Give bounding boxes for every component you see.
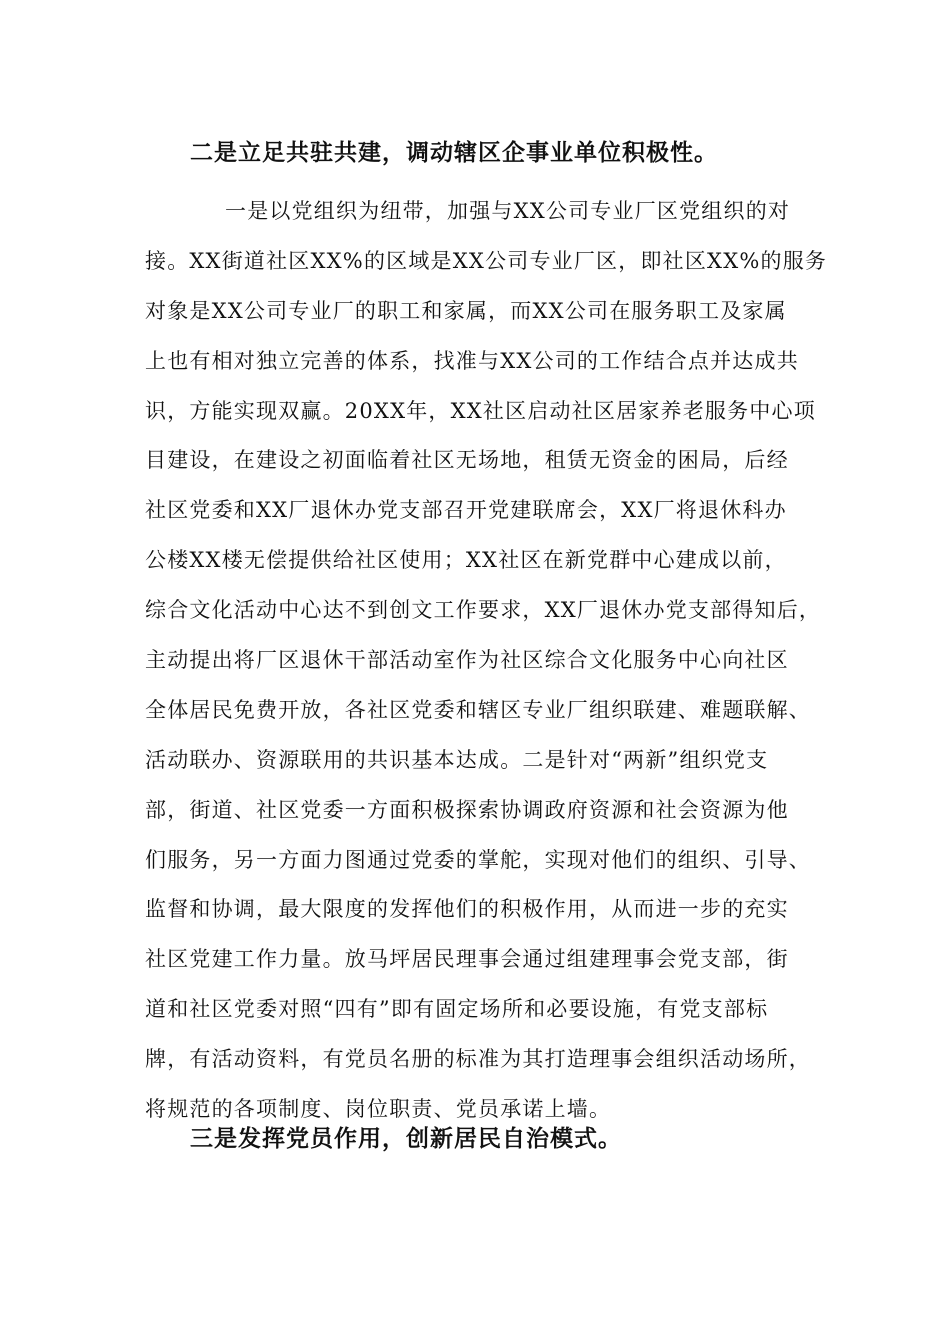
section-heading-3: 三是发挥党员作用，创新居民自治模式。 (190, 1126, 622, 1152)
paragraph-line: 社区党建工作力量。放马坪居民理事会通过组建理事会党支部，街 (145, 947, 789, 972)
paragraph-line: 牌，有活动资料，有党员名册的标准为其打造理事会组织活动场所， (145, 1047, 811, 1072)
paragraph-line: 部，街道、社区党委一方面积极探索协调政府资源和社会资源为他 (145, 797, 789, 822)
paragraph-line: 们服务，另一方面力图通过党委的掌舵，实现对他们的组织、引导、 (145, 847, 811, 872)
paragraph-line: 将规范的各项制度、岗位职责、党员承诺上墙。 (145, 1097, 612, 1122)
paragraph-line: 社区党委和XX厂退休办党支部召开党建联席会，XX厂将退休科办 (145, 498, 787, 523)
paragraph-line: 上也有相对独立完善的体系，找准与XX公司的工作结合点并达成共 (145, 348, 799, 373)
paragraph-line: 目建设，在建设之初面临着社区无场地，租赁无资金的困局，后经 (145, 448, 789, 473)
paragraph-line: 主动提出将厂区退休干部活动室作为社区综合文化服务中心向社区 (145, 648, 789, 673)
body-paragraph (145, 187, 828, 1135)
paragraph-line: 识，方能实现双赢。20XX年，XX社区启动社区居家养老服务中心项 (145, 398, 816, 423)
paragraph-line: 接。XX街道社区XX%的区域是XX公司专业厂区，即社区XX%的服务 (145, 248, 828, 273)
paragraph-line: 监督和协调，最大限度的发挥他们的积极作用，从而进一步的充实 (145, 897, 789, 922)
paragraph-line: 一是以党组织为纽带，加强与XX公司专业厂区党组织的对 (225, 199, 791, 223)
section-heading-2: 二是立足共驻共建，调动辖区企事业单位积极性。 (190, 140, 718, 166)
paragraph-line: 公楼XX楼无偿提供给社区使用；XX社区在新党群中心建成以前， (145, 548, 787, 573)
paragraph-line: 全体居民免费开放，各社区党委和辖区专业厂组织联建、难题联解、 (145, 697, 811, 722)
paragraph-line: 对象是XX公司专业厂的职工和家属，而XX公司在服务职工及家属 (145, 298, 787, 323)
paragraph-line: 活动联办、资源联用的共识基本达成。二是针对“两新”组织党支 (145, 747, 769, 772)
paragraph-line: 综合文化活动中心达不到创文工作要求，XX厂退休办党支部得知后， (145, 598, 822, 623)
paragraph-line: 道和社区党委对照“四有”即有固定场所和必要设施，有党支部标 (145, 997, 769, 1022)
